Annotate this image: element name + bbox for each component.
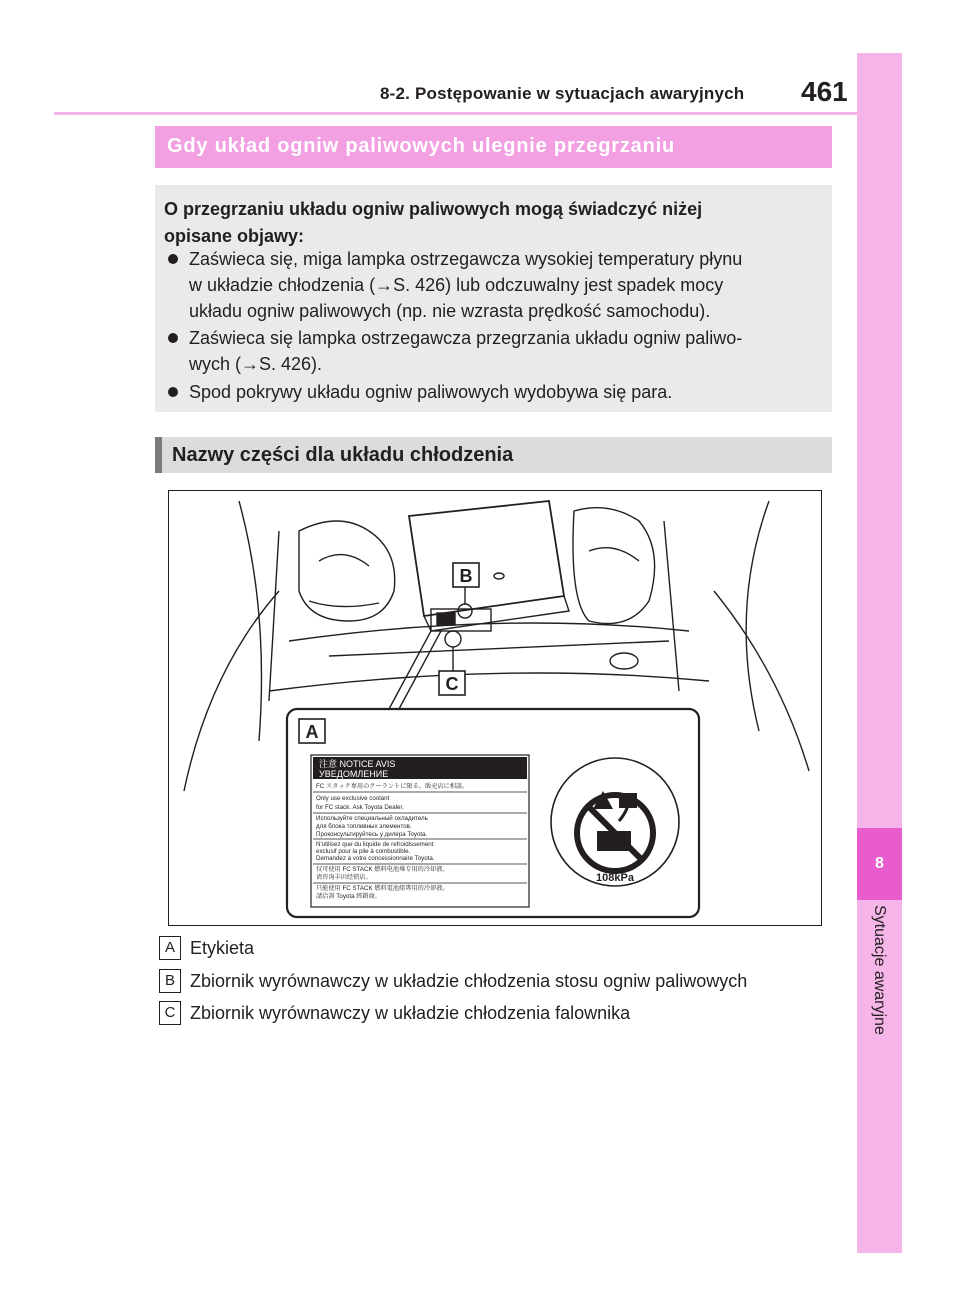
label-row: Only use exclusive coolant: [316, 795, 390, 802]
right-hose: [589, 548, 639, 561]
legend-letter-b: B: [159, 969, 181, 993]
bullet-line: Zaświeca się, miga lampka ostrzegawcza wysokiej temperatury płynu: [189, 249, 743, 269]
chapter-label-text: Sytuacje awaryjne: [870, 905, 888, 1035]
callout-a-letter: A: [305, 722, 319, 742]
legend-letter-a: A: [159, 936, 181, 960]
bullet-item-1: [189, 246, 829, 324]
info-intro-line: O przegrzaniu układu ogniw paliwowych mogą świadczyć niżej: [164, 199, 703, 219]
chapter-number: 8: [875, 855, 884, 872]
callout-b-letter: B: [459, 566, 473, 586]
bullet-dot: [168, 333, 178, 343]
engine-bay-drawing: [169, 491, 821, 925]
bullet-item-2: [189, 325, 829, 377]
fender-line-left: [239, 501, 262, 741]
label-row: N'utilisez que du liquide de refroidissement: [316, 841, 434, 848]
left-hose: [319, 555, 369, 566]
label-row: 仅可使用 FC STACK 燃料电池堆专用的冷却液。: [316, 866, 449, 873]
label-row: for FC stack. Ask Toyota Dealer.: [316, 804, 404, 811]
callout-c-letter: C: [445, 674, 459, 694]
left-hose-2: [309, 601, 379, 607]
label-row: exclusif pour la pile à combustible.: [316, 848, 411, 855]
label-head-line2: УВЕДОМЛЕНИЕ: [319, 769, 389, 779]
label-row: 请咨询丰田经销店。: [316, 874, 372, 881]
reservoir-b-label: [437, 613, 455, 625]
bullet-dot: [168, 387, 178, 397]
label-head-line1: 注意 NOTICE AVIS: [319, 759, 396, 769]
bullet-line: Zaświeca się lampka ostrzegawcza przegrzania układu ogniw paliwo-: [189, 328, 743, 348]
label-row: Используйте специальный охладитель: [316, 815, 428, 822]
reservoir-c-cap: [445, 631, 461, 647]
chapter-number-badge[interactable]: [857, 828, 902, 900]
bullet-item-3: [189, 379, 829, 405]
label-row: Demandez à votre concessionnaire Toyota.: [316, 855, 435, 862]
zoom-line-left: [389, 631, 431, 709]
right-components: [573, 508, 655, 624]
engine-bay-illustration: [168, 490, 822, 926]
info-intro-line: opisane objawy:: [164, 226, 305, 246]
page-number: 461: [801, 76, 848, 107]
label-row: для блока топливных элементов.: [316, 823, 412, 830]
fender-line-right: [746, 501, 769, 731]
bullet-line: w układzie chłodzenia (→S. 426) lub odczuwalny jest spadek mocy: [189, 275, 724, 295]
section-heading-cooling-parts-text: Nazwy części dla układu chłodzenia: [172, 444, 514, 466]
bullet-line: wych (→S. 426).: [189, 354, 323, 374]
washer-cap: [610, 653, 638, 669]
section-heading-overheat: [155, 126, 832, 168]
pressure-rating: 108kPa: [596, 872, 634, 884]
chapter-label: [857, 905, 902, 1085]
label-row: 只能使用 FC STACK 燃料電池組專用的冷卻液。: [316, 885, 449, 892]
front-crossmember: [289, 623, 689, 641]
compartment-right-edge: [664, 521, 679, 691]
info-intro: [164, 196, 824, 250]
bullet-line: Spod pokrywy układu ogniw paliwowych wydobywa się para.: [189, 382, 673, 402]
label-row: Проконсультируйтесь у дилера Toyota.: [316, 831, 428, 838]
cover-bolt: [494, 573, 504, 579]
section-heading-overheat-text: Gdy układ ogniw paliwowych ulegnie przegrzaniu: [167, 135, 675, 157]
legend-text-b: Zbiornik wyrównawczy w układzie chłodzenia stosu ogniw paliwowych: [190, 971, 748, 991]
legend-text-a: Etykieta: [190, 938, 255, 958]
section-heading-cooling-parts: [155, 437, 832, 473]
legend-letter-c: C: [159, 1001, 181, 1025]
label-row: 請洽詢 Toyota 經銷商。: [316, 893, 381, 900]
body-contour-left: [184, 591, 279, 791]
hot-reservoir-icon: [597, 831, 631, 851]
header-rule: [54, 112, 857, 115]
compartment-left-edge: [269, 531, 279, 701]
body-contour-right: [714, 591, 809, 771]
label-row: FC スタック専用のクーラントに限る。販売店に相談。: [316, 783, 469, 790]
zoom-line-right: [399, 631, 441, 709]
running-header-title: 8-2. Postępowanie w sytuacjach awaryjnych: [380, 84, 745, 103]
bullet-line: układu ogniw paliwowych (np. nie wzrasta prędkość samochodu).: [189, 301, 711, 321]
section-heading-bar: [155, 437, 162, 473]
bumper-line: [269, 673, 709, 691]
bullet-dot: [168, 254, 178, 264]
fc-stack-cover: [409, 501, 564, 616]
legend-text-c: Zbiornik wyrównawczy w układzie chłodzenia falownika: [190, 1003, 631, 1023]
